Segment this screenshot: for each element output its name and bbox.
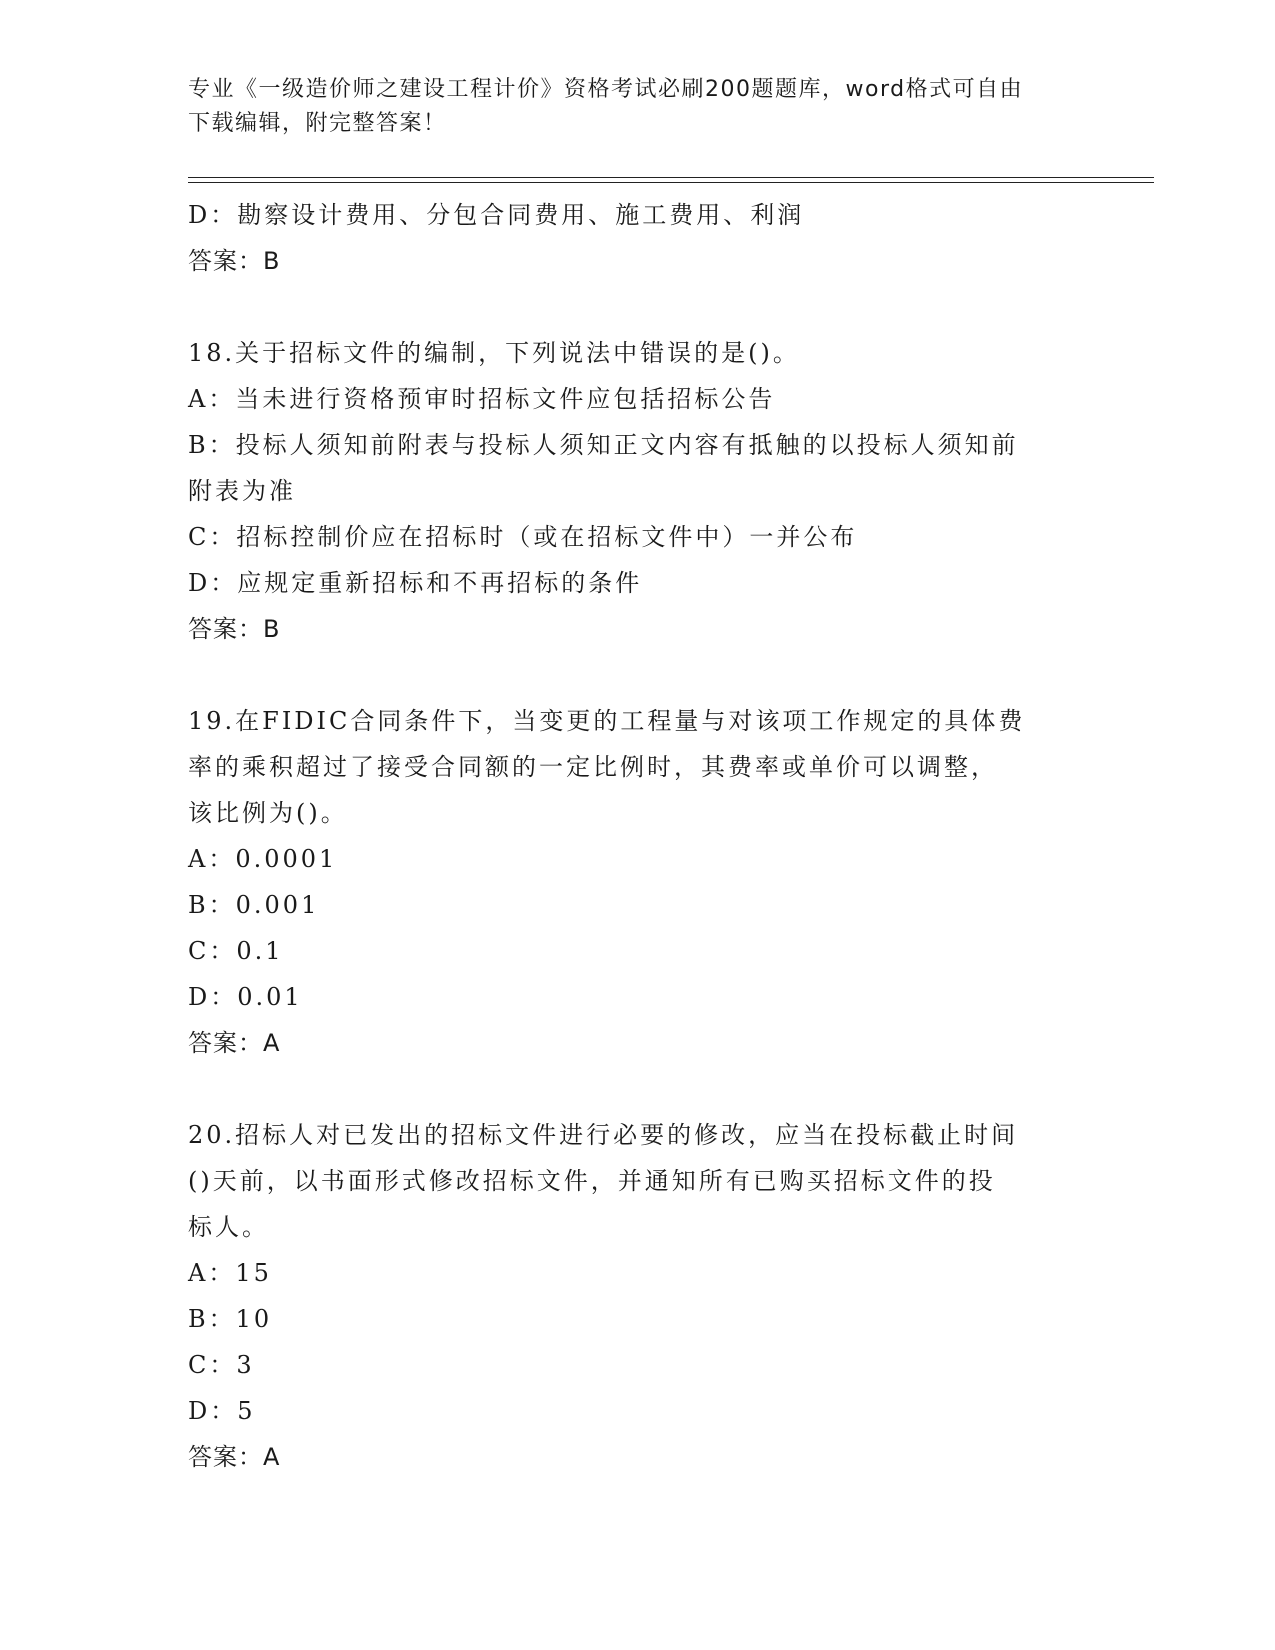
- q20-option-c: C：3: [188, 1351, 255, 1379]
- q19-stem-line-1: 19.在FIDIC合同条件下，当变更的工程量与对该项工作规定的具体费: [188, 707, 1026, 735]
- question-20: [188, 1112, 1083, 1480]
- q18-stem: 18.关于招标文件的编制，下列说法中错误的是()。: [188, 339, 800, 367]
- q19-stem-line-3: 该比例为()。: [188, 799, 348, 827]
- q20-stem-line-2: ()天前，以书面形式修改招标文件，并通知所有已购买招标文件的投: [188, 1167, 996, 1195]
- q18-answer: 答案：B: [188, 615, 281, 643]
- question-19: [188, 698, 1083, 1066]
- q19-option-a: A：0.0001: [188, 845, 338, 873]
- q18-option-a: A：当未进行资格预审时招标文件应包括招标公告: [188, 385, 776, 413]
- q17-option-d: D：勘察设计费用、分包合同费用、施工费用、利润: [188, 201, 805, 229]
- spacer: [188, 652, 1083, 698]
- q19-stem-line-2: 率的乘积超过了接受合同额的一定比例时，其费率或单价可以调整，: [188, 753, 998, 781]
- header-divider-bottom: [188, 182, 1154, 183]
- question-18: [188, 330, 1083, 652]
- header-line-2: 下载编辑，附完整答案！: [188, 111, 447, 136]
- q19-option-c: C：0.1: [188, 937, 284, 965]
- q20-option-b: B：10: [188, 1305, 273, 1333]
- q17-answer: 答案：B: [188, 247, 281, 275]
- q18-option-b-line-1: B：投标人须知前附表与投标人须知正文内容有抵触的以投标人须知前: [188, 431, 1019, 459]
- q20-answer: 答案：A: [188, 1443, 281, 1471]
- header-divider-top: [188, 177, 1154, 178]
- q18-option-d: D：应规定重新招标和不再招标的条件: [188, 569, 643, 597]
- q18-option-c: C：招标控制价应在招标时（或在招标文件中）一并公布: [188, 523, 858, 551]
- q20-stem-line-1: 20.招标人对已发出的招标文件进行必要的修改，应当在投标截止时间: [188, 1121, 1019, 1149]
- header-line-1: 专业《一级造价师之建设工程计价》资格考试必刷200题题库，word格式可自由: [188, 77, 1024, 102]
- question-17: [188, 192, 1083, 284]
- q20-stem-line-3: 标人。: [188, 1213, 269, 1241]
- spacer: [188, 1066, 1083, 1112]
- q20-option-d: D：5: [188, 1397, 256, 1425]
- q19-answer: 答案：A: [188, 1029, 281, 1057]
- question-list: [188, 192, 1083, 1480]
- document-header: [188, 73, 1088, 141]
- q19-option-d: D：0.01: [188, 983, 303, 1011]
- q19-option-b: B：0.001: [188, 891, 320, 919]
- q18-option-b-line-2: 附表为准: [188, 477, 296, 505]
- q20-option-a: A：15: [188, 1259, 272, 1287]
- spacer: [188, 284, 1083, 330]
